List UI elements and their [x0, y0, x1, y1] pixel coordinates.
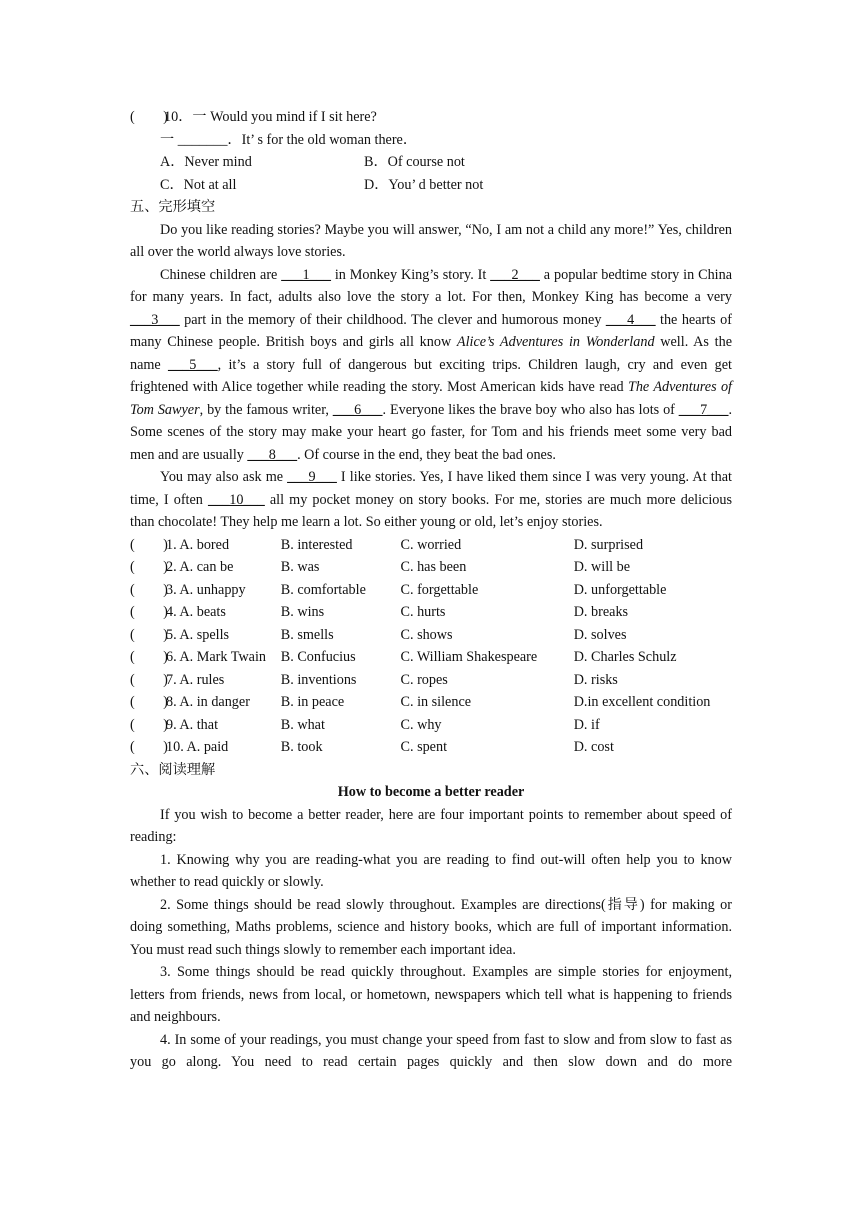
option-d: D. surprised [573, 536, 644, 553]
text: the hearts of many Chinese people. British boys and girls all know [130, 311, 732, 350]
cloze-question-row [130, 534, 732, 557]
option-a: 4. A. beats [166, 604, 226, 620]
option-b: B. smells [280, 626, 334, 643]
option-c: C. in silence [400, 694, 472, 710]
answer-paren: ( ) [130, 626, 168, 643]
text: all my pocket money on story books. For me, stories are much more delicious than chocolate! They help me learn a lot. So either young or old, let’s enjoy stories. [130, 491, 732, 530]
reply-dash: 一 [160, 131, 175, 148]
reading-paragraph-4: 4. In some of your readings, you must change your speed from fast to slow and from slow to fast as you go along. You need to read certain pages quickly and then slow down and do more [130, 1031, 732, 1070]
section5-heading: 五、完形填空 [130, 199, 216, 215]
q10-options-ab [130, 151, 732, 174]
answer-paren: ( ) [130, 694, 168, 710]
option-b: B. comfortable [280, 581, 366, 598]
answer-paren: ( ) [130, 536, 168, 553]
option-b: B. wins [280, 604, 325, 620]
cloze-question-row [130, 691, 732, 714]
text: , it’s a story full of dangerous but exciting trips. Children laugh, cry and even get frightened with Alice together while reading the story. Most American kids have read [130, 356, 732, 395]
reply-blank: _______ [177, 131, 228, 148]
option-d: D．You’ d better not [364, 176, 484, 193]
option-d: D. cost [573, 739, 614, 755]
reading-paragraph-2: 2. Some things should be read slowly throughout. Examples are directions(指导) for making or doing something, Maths problems, science and history books, which are full of important information. You must read such things slowly to remember each important idea. [130, 896, 732, 958]
cloze-question-row [130, 624, 732, 647]
blank-8: ___8___ [247, 446, 298, 463]
option-c: C. ropes [400, 671, 448, 688]
option-c: C. has been [400, 559, 467, 575]
option-b: B. what [280, 716, 325, 733]
option-a: 7. A. rules [166, 671, 225, 688]
option-d: D. unforgettable [573, 581, 667, 598]
option-b: B. took [280, 739, 323, 755]
option-d: D. will be [573, 559, 631, 575]
answer-paren: ( ) [130, 739, 168, 755]
option-a: A．Never mind [160, 154, 252, 170]
option-b: B．Of course not [364, 154, 465, 170]
option-a: 8. A. in danger [166, 694, 250, 710]
blank-3: ___3___ [130, 311, 180, 328]
option-a: 6. A. Mark Twain [166, 649, 267, 665]
text: a popular bedtime story in China for many years. In fact, adults also love the story a lot. For then, Monkey King has become a very [130, 266, 733, 305]
q10-reply [130, 129, 732, 152]
section6-heading: 六、阅读理解 [130, 761, 216, 778]
cloze-question-row [130, 669, 732, 692]
book-title-alice: Alice’s Adventures in Wonderland [456, 334, 655, 350]
q10-stem-text: 10．一 Would you mind if I sit here? [164, 109, 377, 125]
document-content [130, 106, 732, 1074]
option-c: C. forgettable [400, 581, 479, 598]
answer-paren: ( ) [130, 604, 168, 620]
text: in Monkey King’s story. It [330, 266, 491, 283]
option-b: B. interested [280, 536, 353, 553]
option-c: C. worried [400, 536, 462, 553]
blank-9: ___9___ [287, 469, 337, 485]
reading-paragraph-1: 1. Knowing why you are reading-what you are reading to find out-will often help you to know whether to read quickly or slowly. [130, 851, 732, 890]
option-c: C. spent [400, 739, 448, 755]
option-b: B. was [280, 559, 320, 575]
reading-paragraph-3: 3. Some things should be read quickly throughout. Examples are simple stories for enjoyment, letters from friends, news from local, or hometown, newspapers which tell what is happening to friends and neighbours. [130, 964, 732, 1025]
reading-paragraph-intro: If you wish to become a better reader, here are four important points to remember about speed of reading: [130, 806, 732, 845]
q10-options-cd [130, 174, 732, 197]
option-d: D. solves [573, 626, 627, 643]
text: well. As the name [130, 334, 732, 373]
option-c: C. shows [400, 626, 453, 643]
answer-paren: ( ) [130, 671, 168, 688]
text: , by the famous writer, [199, 401, 333, 418]
cloze-paragraph-2 [130, 264, 732, 467]
text: Chinese children are [160, 266, 282, 283]
cloze-question-row [130, 556, 732, 579]
option-c: C. why [400, 716, 442, 733]
book-title-tom-sawyer: The Adventures of Tom Sawyer [130, 379, 732, 418]
text: You may also ask me [160, 469, 288, 485]
answer-paren: ( ) [130, 109, 168, 125]
cloze-question-row [130, 646, 732, 669]
option-d: D.in excellent condition [573, 694, 711, 710]
text: . Some scenes of the story may make your heart go faster, for Tom and his friends meet some very bad men and are usually [130, 401, 732, 463]
option-d: D. breaks [573, 604, 629, 620]
cloze-questions [130, 534, 732, 759]
passage-title: How to become a better reader [337, 784, 525, 800]
answer-paren: ( ) [130, 559, 168, 575]
text: I like stories. Yes, I have liked them since I was very young. At that time, I often [130, 469, 732, 508]
text: . Everyone likes the brave boy who also has lots of [382, 401, 679, 418]
blank-7: ___7___ [678, 401, 729, 418]
cloze-question-row [130, 601, 732, 624]
blank-6: ___6___ [332, 401, 383, 418]
text: . Of course in the end, they beat the bad ones. [297, 446, 556, 463]
cloze-paragraph-3 [130, 466, 732, 534]
option-b: B. Confucius [280, 649, 356, 665]
blank-2: ___2___ [490, 266, 540, 283]
cloze-question-row [130, 736, 732, 759]
option-b: B. inventions [280, 671, 357, 688]
answer-paren: ( ) [130, 716, 168, 733]
option-c: C．Not at all [160, 176, 237, 193]
option-a: 1. A. bored [166, 536, 230, 553]
option-d: D. Charles Schulz [573, 649, 677, 665]
blank-10: ___10___ [208, 491, 265, 508]
blank-1: ___1___ [281, 266, 331, 283]
cloze-paragraph-1: Do you like reading stories? Maybe you will answer, “No, I am not a child any more!” Yes, children all over the world always love stories. [130, 221, 732, 260]
option-a: 2. A. can be [166, 559, 234, 575]
blank-4: ___4___ [605, 311, 656, 328]
option-c: C. hurts [400, 604, 446, 620]
option-a: 10. A. paid [166, 739, 229, 755]
option-b: B. in peace [280, 694, 345, 710]
blank-5: ___5___ [167, 356, 218, 373]
option-c: C. William Shakespeare [400, 649, 538, 665]
cloze-question-row [130, 714, 732, 737]
text: part in the memory of their childhood. The clever and humorous money [179, 311, 606, 328]
reply-rest: ．It’ s for the old woman there． [227, 131, 418, 148]
option-d: D. if [573, 716, 600, 733]
answer-paren: ( ) [130, 581, 168, 598]
answer-paren: ( ) [130, 649, 168, 665]
q10-stem [130, 106, 732, 129]
cloze-question-row [130, 579, 732, 602]
option-a: 3. A. unhappy [166, 581, 246, 598]
option-a: 9. A. that [166, 716, 219, 733]
option-d: D. risks [573, 671, 618, 688]
option-a: 5. A. spells [166, 626, 230, 643]
